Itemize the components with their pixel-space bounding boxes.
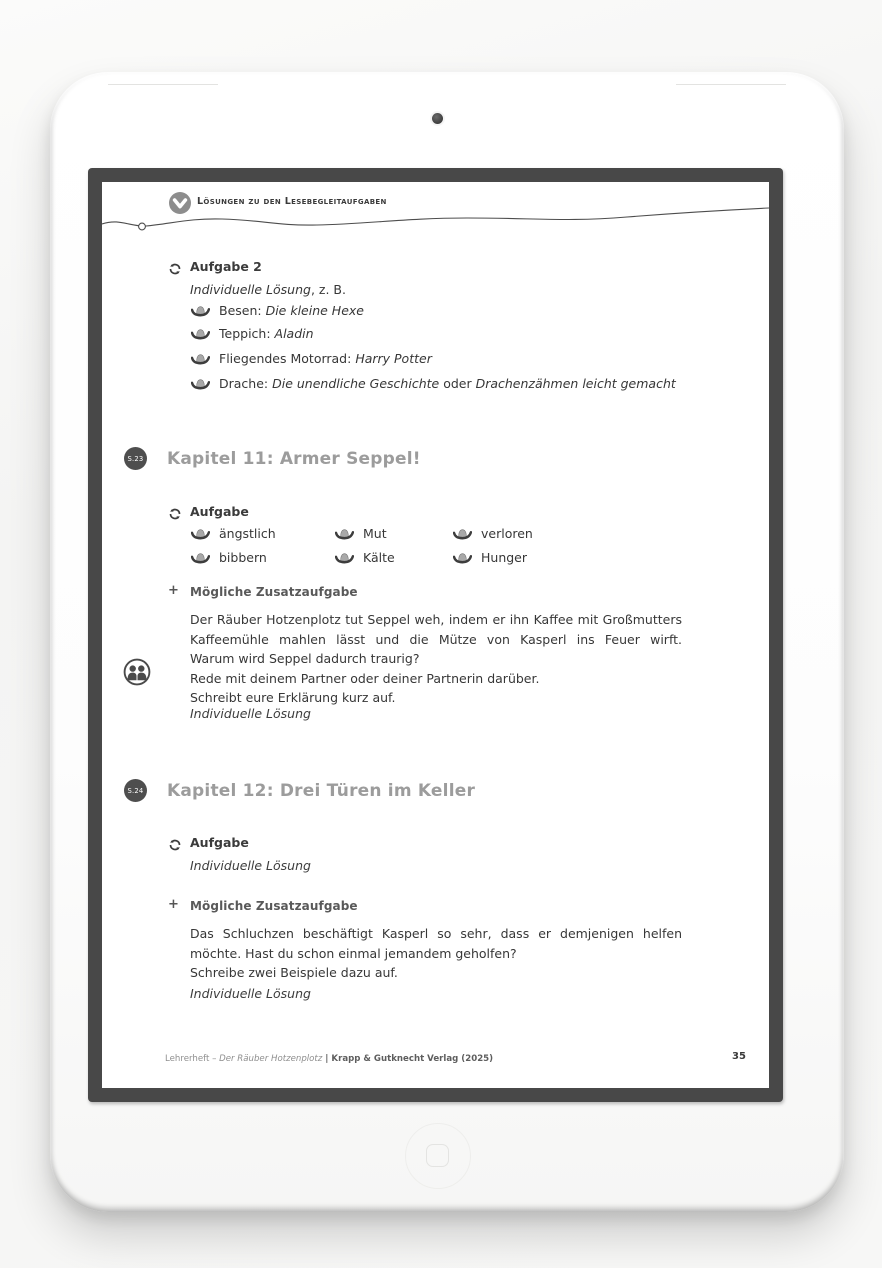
task-title: Aufgabe [190, 835, 249, 850]
list-item [191, 376, 676, 391]
text-line: Schreibe zwei Beispiele dazu auf. [190, 965, 398, 980]
word-item [335, 550, 395, 565]
word-item [335, 526, 387, 541]
circular-arrow-icon [169, 508, 181, 520]
text-line: möchte. Hast du schon einmal jemandem geholfen? [190, 945, 517, 961]
home-button[interactable] [405, 1123, 471, 1189]
solution-italic: Individuelle Lösung [190, 282, 311, 297]
partner-work-icon [123, 658, 151, 686]
robber-hat-icon [191, 527, 210, 540]
robber-hat-icon [191, 304, 210, 317]
list-item-text: Fliegendes Motorrad: Harry Potter [219, 351, 432, 366]
footer-book-title: Der Räuber Hotzenplotz [219, 1054, 323, 1064]
robber-hat-icon [191, 352, 210, 365]
solution-note: Individuelle Lösung [190, 858, 311, 873]
list-item-text: Besen: Die kleine Hexe [219, 303, 364, 318]
list-item-text: Teppich: Aladin [219, 326, 314, 341]
text-line: Rede mit deinem Partner oder deiner Partnerin darüber. [190, 670, 540, 686]
text-line: Der Räuber Hotzenplotz tut Seppel weh, indem er ihn Kaffee mit Großmutters [190, 612, 682, 627]
text-line: Das Schluchzen beschäftigt Kasperl so sehr, dass er demjenigen helfen [190, 926, 682, 941]
list-item [191, 351, 432, 366]
text-line: Kaffeemühle mahlen lässt und die Mütze von Kasperl ins Feuer wirft. [190, 631, 682, 647]
check-circle-icon [168, 191, 192, 215]
circular-arrow-icon [169, 263, 181, 275]
tablet-screen[interactable] [88, 168, 783, 1102]
robber-hat-icon [191, 327, 210, 340]
task-intro: Individuelle Lösung, z. B. [190, 282, 346, 297]
bezel-seam-left [108, 84, 218, 85]
word-item [453, 526, 533, 541]
robber-hat-icon [453, 551, 472, 564]
word-item [453, 550, 527, 565]
word-label: Kälte [363, 550, 395, 565]
front-camera-icon [432, 113, 443, 124]
page-number: 35 [732, 1051, 746, 1062]
chapter-title: Kapitel 11: Armer Seppel! [167, 449, 421, 469]
circular-arrow-icon [169, 839, 181, 851]
extra-task-title: Mögliche Zusatzaufgabe [190, 899, 358, 913]
page-ref-badge: S.24 [124, 779, 147, 802]
page-ref-badge: S.23 [124, 447, 147, 470]
word-label: bibbern [219, 550, 267, 565]
robber-hat-icon [453, 527, 472, 540]
tablet-device [50, 72, 844, 1212]
list-item-text: Drache: Die unendliche Geschichte oder Drachenzähmen leicht gemacht [219, 376, 676, 391]
bezel-seam-right [676, 84, 786, 85]
word-item [191, 526, 276, 541]
list-item [191, 326, 314, 341]
plus-icon: + [168, 897, 179, 912]
extra-task-text [190, 924, 682, 983]
text-line: Schreibt eure Erklärung kurz auf. [190, 690, 396, 705]
document-page [102, 182, 769, 1088]
extra-task-title: Mögliche Zusatzaufgabe [190, 585, 358, 599]
word-label: ängstlich [219, 526, 276, 541]
home-button-square-icon [426, 1144, 449, 1167]
plus-icon: + [168, 583, 179, 598]
task-title: Aufgabe [190, 504, 249, 519]
wavy-divider-line [102, 202, 769, 236]
list-item [191, 303, 364, 318]
chapter-title: Kapitel 12: Drei Türen im Keller [167, 781, 476, 801]
word-label: verloren [481, 526, 533, 541]
robber-hat-icon [191, 551, 210, 564]
word-label: Hunger [481, 550, 528, 565]
word-item [191, 550, 267, 565]
solution-note: Individuelle Lösung [190, 706, 311, 721]
page-header-title: Lösungen zu den Lesebegleitaufgaben [197, 196, 387, 207]
robber-hat-icon [335, 527, 354, 540]
text-line: Warum wird Seppel dadurch traurig? [190, 651, 420, 666]
task-title: Aufgabe 2 [190, 259, 262, 274]
robber-hat-icon [191, 377, 210, 390]
word-label: Mut [363, 526, 387, 541]
solution-note: Individuelle Lösung [190, 986, 311, 1001]
robber-hat-icon [335, 551, 354, 564]
extra-task-text [190, 610, 682, 708]
footer-credit: Lehrerheft – Der Räuber Hotzenplotz | Krapp & Gutknecht Verlag (2025) [165, 1054, 494, 1064]
